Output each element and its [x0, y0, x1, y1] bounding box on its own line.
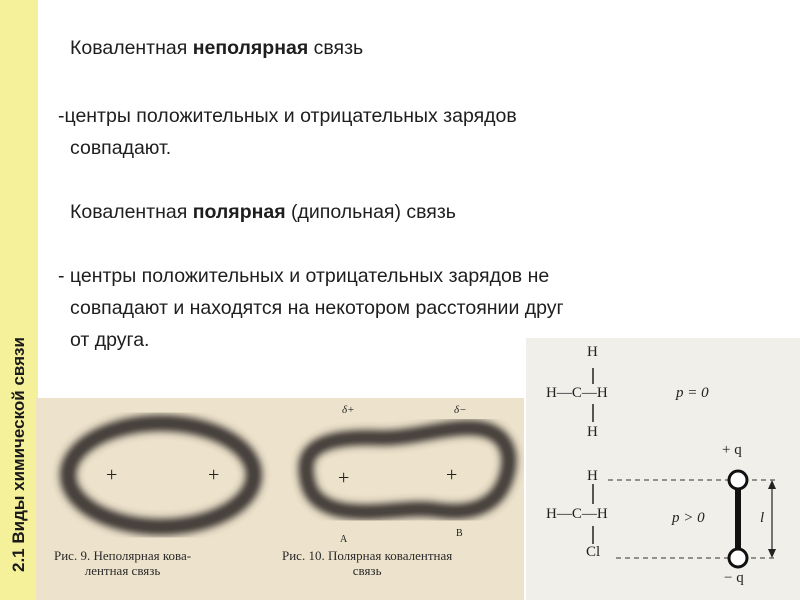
caption-fig9 [54, 548, 191, 578]
nonpolar-desc-line1: -центры положительных и отрицательных зарядов [58, 105, 517, 127]
chloromethane-top-h: H [587, 468, 598, 484]
nonpolar-heading [70, 32, 363, 64]
delta-minus-label: δ− [454, 404, 467, 416]
methane-moment: p = 0 [676, 385, 709, 401]
polar-heading-prefix: Ковалентная [70, 201, 193, 223]
caption-fig10-line1: Рис. 10. Полярная ковалентная [282, 548, 453, 563]
dipole-figure [526, 338, 800, 600]
caption-fig9-line2: лентная связь [84, 563, 161, 578]
dipole-drawing [526, 338, 800, 600]
caption-fig9-line1: Рис. 9. Неполярная кова- [54, 548, 192, 563]
polar-desc-line3: от друга. [70, 329, 150, 351]
methane-top-h: H [587, 344, 598, 360]
polar-heading-suffix: (дипольная) связь [285, 201, 456, 223]
polar-heading [70, 196, 456, 228]
sidebar-title: 2.1 Виды химической связи [9, 337, 28, 572]
plus-sign-2: + [208, 464, 220, 486]
minus-q-label: − q [724, 570, 744, 586]
plus-sign-4: + [446, 464, 458, 486]
nonpolar-desc-line2: совпадают. [70, 137, 172, 159]
label-b: B [456, 528, 463, 539]
nonpolar-heading-prefix: Ковалентная [70, 37, 193, 59]
nonpolar-heading-suffix: связь [308, 37, 364, 59]
caption-fig10 [282, 548, 452, 578]
plus-sign-3: + [338, 467, 350, 489]
length-label: l [760, 510, 765, 526]
methane-row: H—C—H [546, 385, 608, 401]
methane-bottom-h: H [587, 424, 598, 440]
sidebar [0, 0, 38, 600]
polar-heading-bold: полярная [192, 201, 286, 223]
label-a: A [340, 534, 348, 545]
plus-q-label: + q [722, 442, 742, 458]
chloromethane-moment: p > 0 [672, 510, 705, 526]
nonpolar-heading-bold: неполярная [192, 37, 309, 59]
electron-cloud-figure [36, 398, 524, 600]
plus-sign-1: + [106, 464, 118, 486]
caption-fig10-line2: связь [352, 563, 382, 578]
chloromethane-cl: Cl [586, 544, 601, 560]
delta-plus-label: δ+ [342, 404, 355, 416]
polar-desc-line2: совпадают и находятся на некотором расстоянии друг [70, 297, 564, 319]
chloromethane-row: H—C—H [546, 506, 608, 522]
polar-desc-line1: - центры положительных и отрицательных зарядов не [58, 265, 550, 287]
